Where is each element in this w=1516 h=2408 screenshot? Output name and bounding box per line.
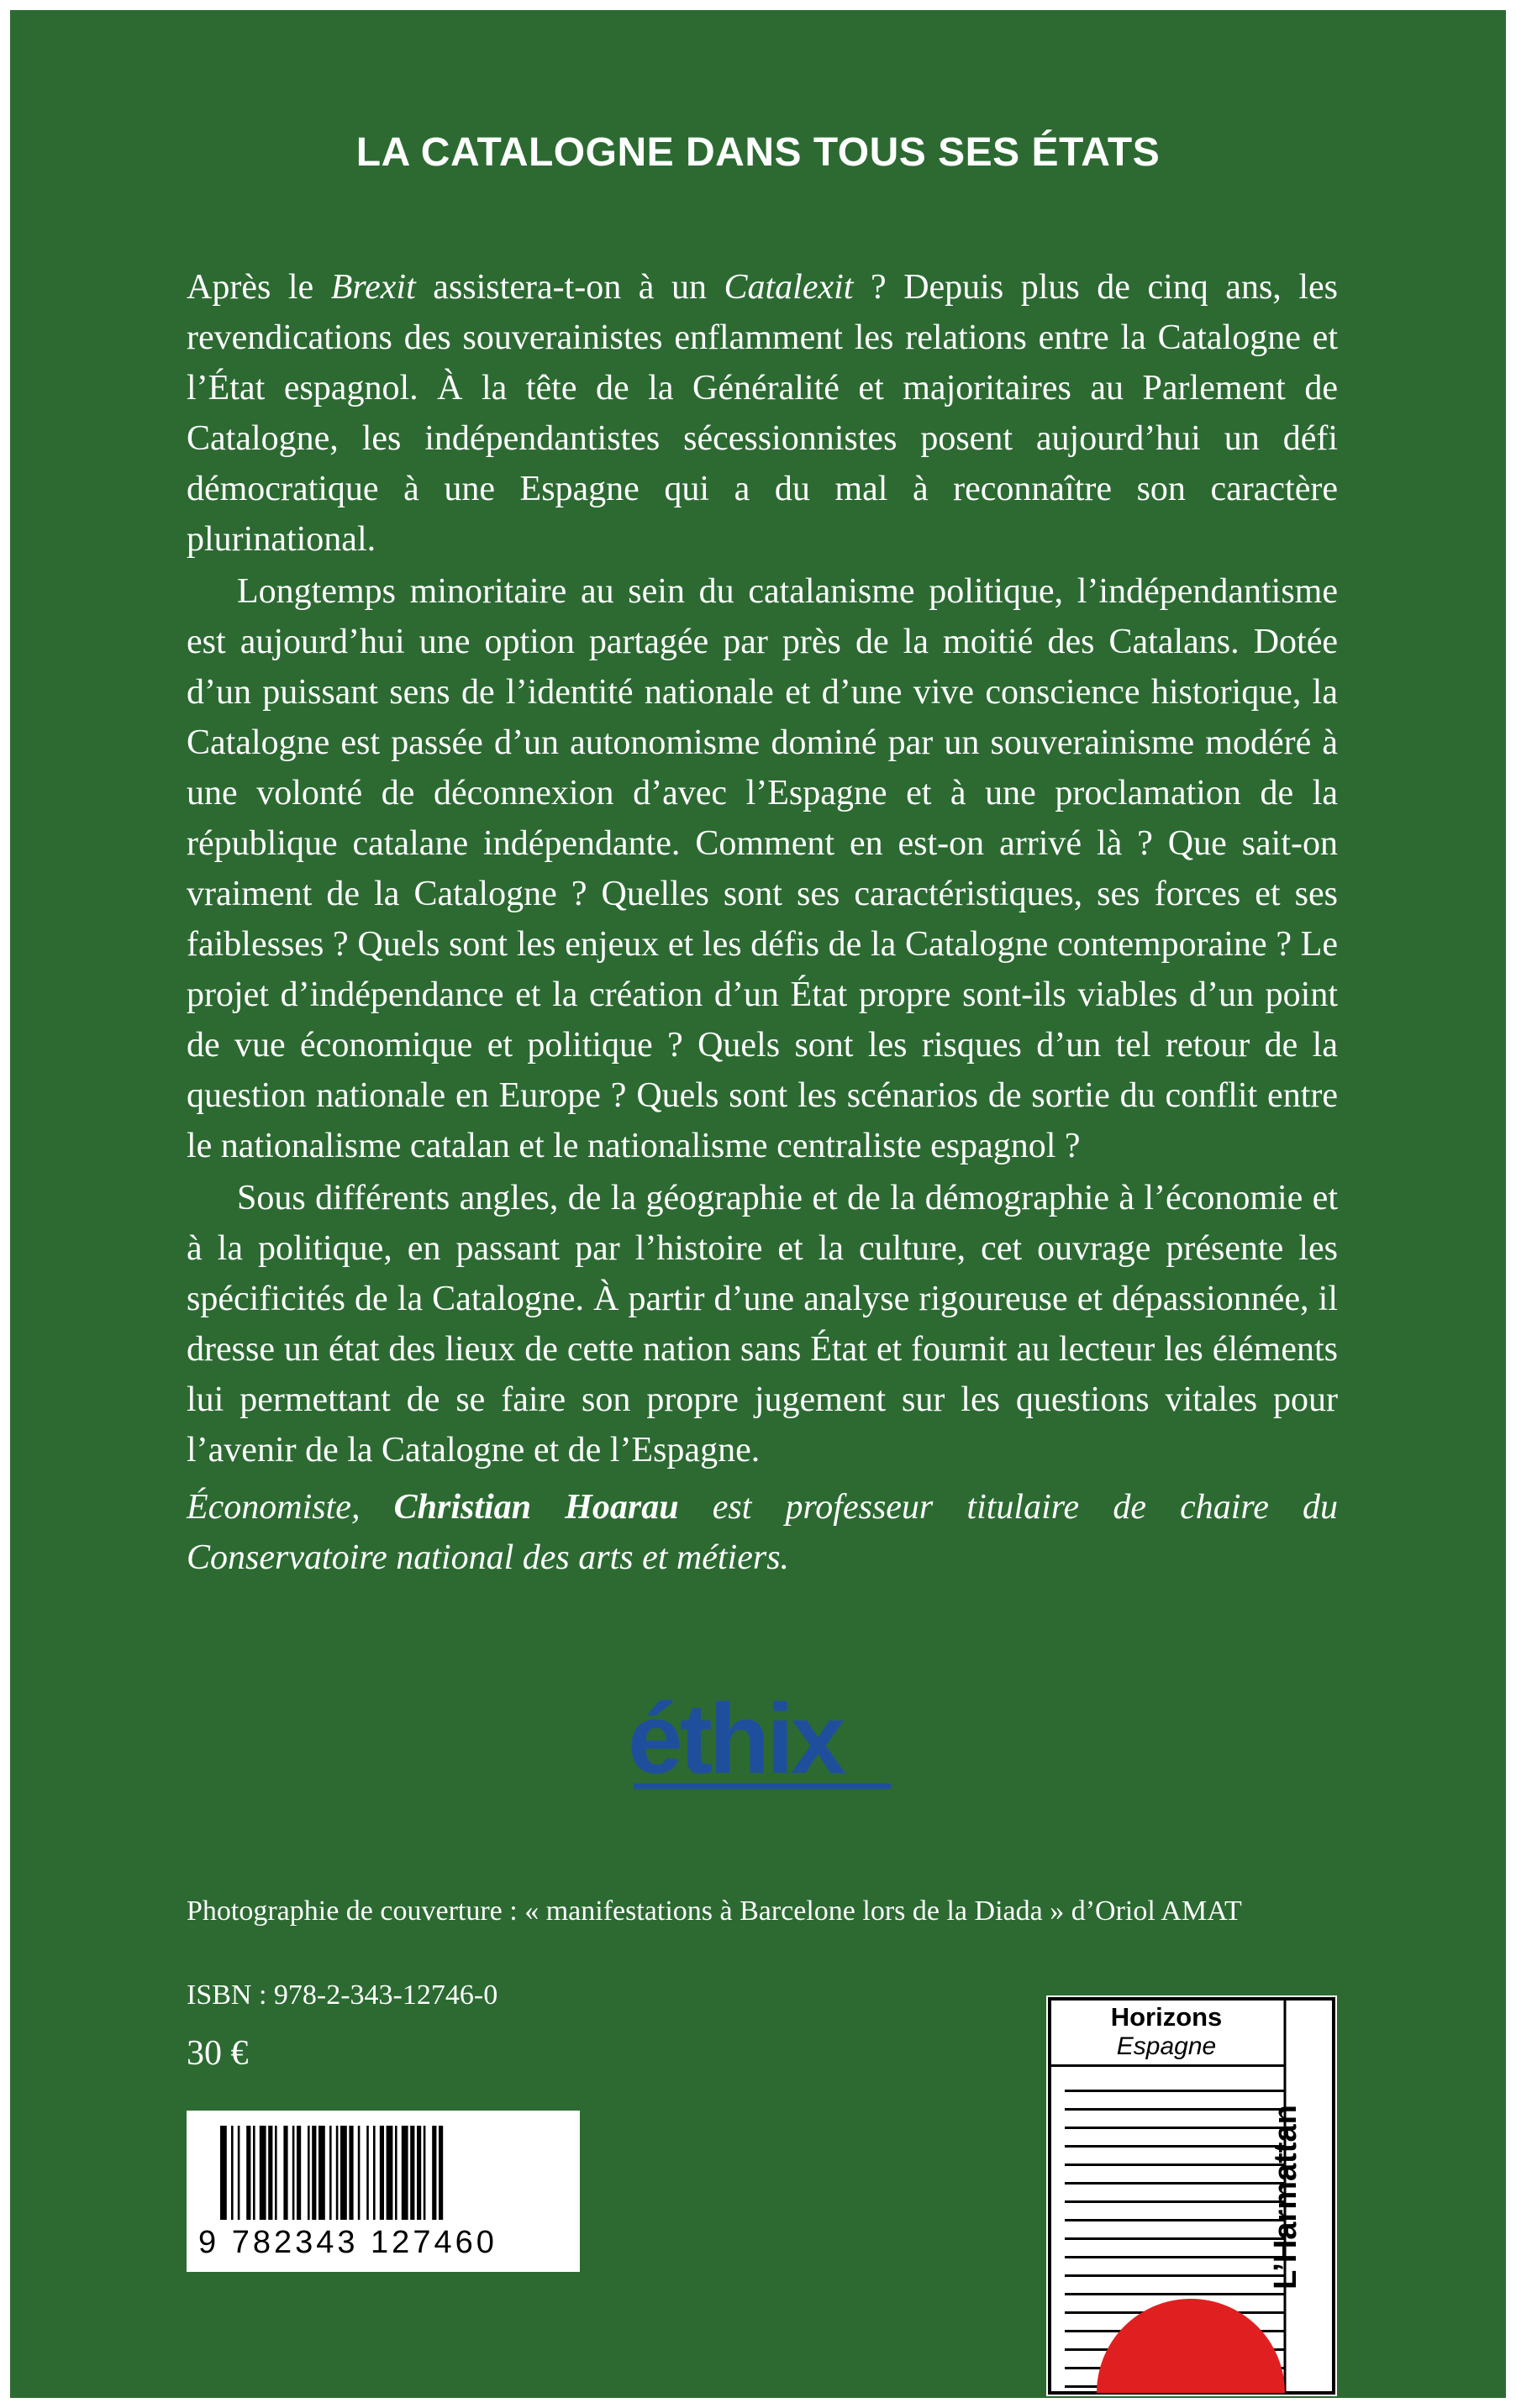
barcode-bar xyxy=(373,2126,376,2220)
summary-paragraph-1 xyxy=(187,262,1338,565)
isbn: ISBN : 978-2-343-12746-0 xyxy=(187,1980,498,2011)
barcode-bar xyxy=(231,2126,234,2220)
publisher-name: L’Harmattan xyxy=(1268,2105,1303,2290)
barcode-bar xyxy=(366,2126,369,2220)
barcode-digits: 9 782343 127460 xyxy=(198,2225,497,2260)
publisher-stripe xyxy=(1065,2182,1285,2185)
barcode xyxy=(187,2111,580,2272)
barcode-bar xyxy=(297,2126,301,2220)
summary-paragraph-3: Sous différents angles, de la géographie et de la démographie à l’économie et à la politique, en passant par l’histoire et la culture, cet ouvrage présente les spécificités de la Catalogne. À partir d’une analyse rigoureuse et dépassionnée, il dresse un état des lieux de cette nation sans État et fournit au lecteur les éléments lui permettant de se faire son propre jugement sur les questions vitales pour l’avenir de la Catalogne et de l’Espagne. xyxy=(187,1179,1338,1470)
publisher-stripe xyxy=(1065,2237,1285,2240)
barcode-bar xyxy=(395,2126,397,2220)
barcode-bar xyxy=(246,2126,250,2220)
barcode-bar xyxy=(358,2126,361,2220)
author-name: Christian Hoarau xyxy=(393,1488,679,1527)
barcode-bar xyxy=(424,2126,426,2220)
catalexit-term: Catalexit xyxy=(724,268,854,307)
barcode-bar xyxy=(318,2126,325,2220)
barcode-bar xyxy=(220,2126,227,2220)
barcode-bar xyxy=(340,2126,347,2220)
barcode-bar xyxy=(292,2126,295,2220)
publisher-stripe xyxy=(1065,2293,1285,2295)
publisher-stripe xyxy=(1065,2108,1285,2111)
bio-text: Économiste, xyxy=(187,1488,394,1527)
publisher-stripe xyxy=(1065,2256,1285,2258)
ethix-logo xyxy=(628,1682,905,1800)
barcode-bar xyxy=(387,2126,393,2220)
publisher-stripe xyxy=(1065,2200,1285,2203)
collection-series: Espagne xyxy=(1116,2032,1217,2060)
barcode-bar xyxy=(260,2126,266,2220)
barcode-bar xyxy=(349,2126,353,2220)
brexit-term: Brexit xyxy=(330,268,416,307)
price: 30 € xyxy=(187,2034,249,2073)
barcode-bar xyxy=(380,2126,384,2220)
logo-wordmark: éthix xyxy=(628,1684,843,1795)
summary-text xyxy=(187,262,1338,1475)
barcode-bar xyxy=(253,2126,255,2220)
barcode-bar xyxy=(336,2126,339,2220)
book-title: LA CATALOGNE DANS TOUS SES ÉTATS xyxy=(355,130,1161,175)
barcode-bar xyxy=(275,2126,277,2220)
publisher-stripe xyxy=(1065,2145,1285,2148)
publisher-stripe xyxy=(1065,2164,1285,2166)
barcode-bar xyxy=(312,2126,316,2220)
summary-paragraph-2: Longtemps minoritaire au sein du catalanisme politique, l’indépendantisme est aujourd’hui une option partagée par près de la moitié des Catalans. Dotée d’un puissant sens de l’identité nationale et d’une vive conscience historique, la Catalogne est passée d’un autonomisme dominé par un souverainisme modéré à une volonté de déconnexion d’avec l’Espagne et à une proclamation de la république catalane indépendante. Comment en est-on arrivé là ? Que sait-on vraiment de la Catalogne ? Quelles sont ses caractéristiques, ses forces et ses faiblesses ? Quels sont les enjeux et les défis de la Catalogne contemporaine ? Le projet d’indépendance et la création d’un État propre sont-ils viables d’un point de vue économique et politique ? Quels sont les risques d’un tel retour de la question nationale en Europe ? Quels sont les scénarios de sortie du conflit entre le nationalisme catalan et le nationalisme centraliste espagnol ? xyxy=(187,572,1338,1165)
publisher-stripe xyxy=(1065,2090,1285,2092)
barcode-bar xyxy=(439,2126,443,2220)
publisher-logo xyxy=(1046,1995,1337,2396)
publisher-stripe xyxy=(1065,2127,1285,2129)
barcode-bar xyxy=(238,2126,240,2220)
barcode-bar xyxy=(268,2126,272,2220)
barcode-bar xyxy=(410,2126,414,2220)
bio-text: est professeur titulaire de chaire du Conservatoire national des arts et métiers. xyxy=(187,1488,1338,1577)
author-bio xyxy=(187,1482,1338,1583)
back-cover xyxy=(10,10,1506,2398)
text-run: Après le xyxy=(187,268,331,307)
publisher-stripe xyxy=(1065,2274,1285,2277)
barcode-bar xyxy=(402,2126,408,2220)
collection-name: Horizons xyxy=(1110,2002,1223,2032)
barcode-bar xyxy=(308,2126,310,2220)
text-run: ? Depuis plus de cinq ans, les revendications des souverainistes enflamment les relations entre la Catalogne et l’État espagnol. À la tête de la Généralité et majoritaires au Parlement de Catalogne, les indépendantistes sécessionnistes posent aujourd’hui un défi démocratique à une Espagne qui a du mal à reconnaître son caractère plurinational. xyxy=(187,268,1338,559)
photo-credit: Photographie de couverture : « manifestations à Barcelone lors de la Diada » d’Oriol AMAT xyxy=(187,1895,1242,1927)
barcode-bar xyxy=(432,2126,436,2220)
ethix-logo-icon xyxy=(628,1684,888,1795)
barcode-bar xyxy=(329,2126,332,2220)
barcode-bar xyxy=(283,2126,287,2220)
publisher-stripe xyxy=(1065,2219,1285,2221)
text-run: assistera-t-on à un xyxy=(415,268,724,307)
barcode-bar xyxy=(417,2126,421,2220)
